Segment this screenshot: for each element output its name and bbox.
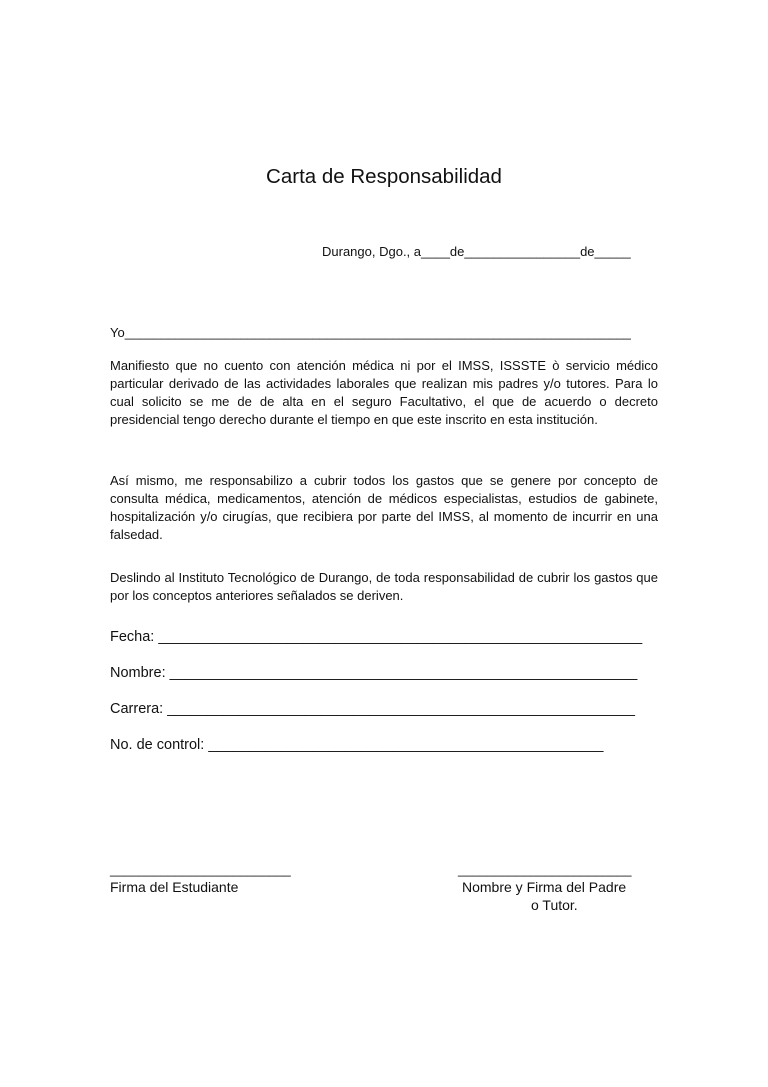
field-nombre: Nombre: __________________________________________________________ [110,665,638,681]
parent-signature-label: Nombre y Firma del Padre [462,879,627,895]
field-carrera: Carrera: __________________________________________________________ [110,701,635,717]
parent-signature-line: ________________________ [458,862,632,877]
student-signature-line: _________________________ [110,862,291,877]
student-signature-label: Firma del Estudiante [110,879,239,895]
document-title: Carta de Responsabilidad [266,165,502,188]
yo-line: Yo______________________________________________________________________ [110,325,631,340]
paragraph-responsibility: Así mismo, me responsabilizo a cubrir todos los gastos que se genere por concepto de consulta médica, medicamentos, atención de médicos especialistas, estudios de gabinete, hospitalización y/o cirugías, que recibiera por parte del IMSS, al momento de incurrir en una falsedad. [110,473,658,542]
paragraph-disclaimer: Deslindo al Instituto Tecnológico de Durango, de toda responsabilidad de cubrir los gastos que por los conceptos anteriores señalados se deriven. [110,570,658,603]
paragraph-declaration: Manifiesto que no cuento con atención médica ni por el IMSS, ISSSTE ò servicio médico particular derivado de las actividades laborales que realizan mis padres y/o tutores. Para lo cual solicito se me de de alta en el seguro Facultativo, el que de acuerdo o decreto presidencial tengo derecho durante el tiempo en que este inscrito en esta institución. [110,358,658,427]
field-fecha: Fecha: ____________________________________________________________ [110,629,643,645]
field-no-control: No. de control: _________________________________________________ [110,737,604,753]
parent-signature-label-tutor: o Tutor. [531,897,578,913]
date-line: Durango, Dgo., a____de________________de_____ [322,244,631,259]
